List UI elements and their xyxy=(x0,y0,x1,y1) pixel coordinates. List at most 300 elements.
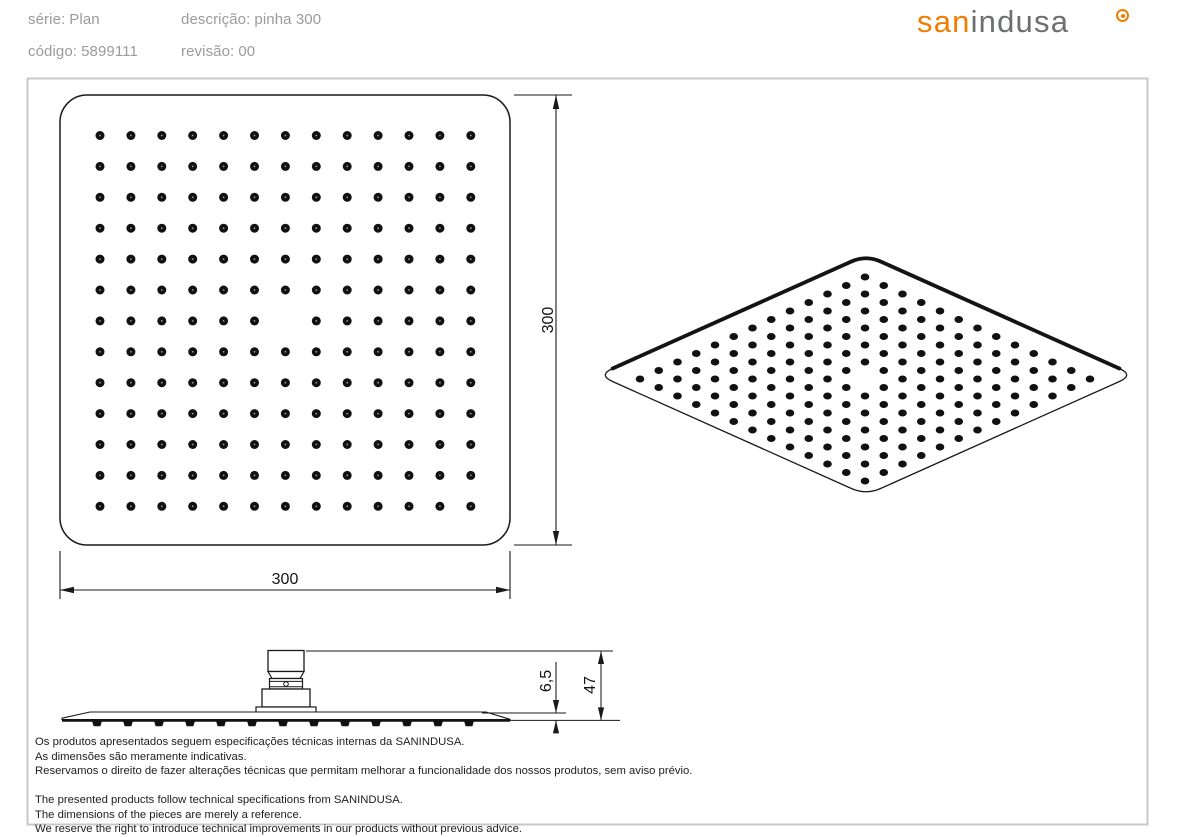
hole-pinhole xyxy=(315,505,317,507)
iso-hole-dot xyxy=(992,418,1001,425)
arrowhead-up-icon xyxy=(553,720,559,733)
note-line: The presented products follow technical specifications from SANINDUSA. xyxy=(35,794,403,806)
hole-pinhole xyxy=(470,444,472,446)
iso-hole-dot xyxy=(842,316,851,323)
stem-taper xyxy=(268,672,304,679)
hole-pinhole xyxy=(192,444,194,446)
hole-pinhole xyxy=(130,135,132,137)
hole-pinhole xyxy=(254,382,256,384)
nozzle xyxy=(433,721,443,726)
hole-pinhole xyxy=(285,444,287,446)
iso-hole-dot xyxy=(748,325,757,332)
hole-pinhole xyxy=(470,413,472,415)
hole-pinhole xyxy=(315,475,317,477)
collar-screw-icon xyxy=(284,682,289,687)
hole-pinhole xyxy=(99,289,101,291)
hole-pinhole xyxy=(223,475,225,477)
iso-hole-dot xyxy=(879,401,888,408)
iso-hole-dot xyxy=(898,291,907,298)
arrowhead-down-icon xyxy=(553,531,559,545)
hole-pinhole xyxy=(254,166,256,168)
logo-text-prefix: san xyxy=(917,4,971,39)
iso-hole-dot xyxy=(1011,393,1020,400)
hole-pinhole xyxy=(285,382,287,384)
stem-flange xyxy=(256,707,316,712)
hole-pinhole xyxy=(377,166,379,168)
iso-hole-dot xyxy=(748,427,757,434)
iso-hole-dot xyxy=(1011,410,1020,417)
iso-hole-dot xyxy=(879,384,888,391)
hole-pinhole xyxy=(130,258,132,260)
hole-pinhole xyxy=(223,227,225,229)
iso-hole-dot xyxy=(786,359,795,366)
hole-pinhole xyxy=(161,166,163,168)
hole-pinhole xyxy=(346,258,348,260)
iso-hole-dot xyxy=(786,325,795,332)
iso-hole-dot xyxy=(936,444,945,451)
iso-hole-dot xyxy=(861,325,870,332)
hole-pinhole xyxy=(470,475,472,477)
iso-hole-dot xyxy=(786,444,795,451)
iso-hole-dot xyxy=(954,435,963,442)
iso-hole-dot xyxy=(936,427,945,434)
nozzle xyxy=(278,721,288,726)
hole-pinhole xyxy=(408,289,410,291)
hole-pinhole xyxy=(377,475,379,477)
iso-hole-dot xyxy=(654,367,663,374)
hole-pinhole xyxy=(439,258,441,260)
hole-pinhole xyxy=(223,196,225,198)
hole-pinhole xyxy=(99,475,101,477)
iso-hole-dot xyxy=(711,342,720,349)
arrowhead-down-icon xyxy=(553,700,559,713)
iso-hole-dot xyxy=(692,384,701,391)
iso-hole-dot xyxy=(823,291,832,298)
hole-pinhole xyxy=(285,227,287,229)
hole-pinhole xyxy=(346,135,348,137)
arrowhead-right-icon xyxy=(496,587,510,593)
iso-hole-dot xyxy=(936,376,945,383)
iso-hole-dot xyxy=(842,282,851,289)
hole-pinhole xyxy=(223,382,225,384)
hole-pinhole xyxy=(439,227,441,229)
hole-pinhole xyxy=(408,320,410,322)
iso-hole-dot xyxy=(692,367,701,374)
nozzle xyxy=(340,721,350,726)
iso-hole-dot xyxy=(842,418,851,425)
arrowhead-up-icon xyxy=(553,95,559,109)
hole-pinhole xyxy=(223,135,225,137)
hole-pinhole xyxy=(346,320,348,322)
hole-pinhole xyxy=(346,166,348,168)
iso-hole-dot xyxy=(842,452,851,459)
iso-hole-dot xyxy=(917,367,926,374)
iso-hole-dot xyxy=(861,410,870,417)
side-view xyxy=(62,651,510,727)
hole-pinhole xyxy=(315,413,317,415)
hole-pinhole xyxy=(315,227,317,229)
hole-pinhole xyxy=(99,413,101,415)
nozzle xyxy=(92,721,102,726)
iso-hole-dot xyxy=(804,452,813,459)
iso-hole-dot xyxy=(786,393,795,400)
hole-pinhole xyxy=(346,351,348,353)
hole-pinhole xyxy=(223,351,225,353)
hole-pinhole xyxy=(470,289,472,291)
iso-hole-dot xyxy=(823,325,832,332)
hole-pinhole xyxy=(346,475,348,477)
hole-pinhole xyxy=(192,475,194,477)
nozzle xyxy=(371,721,381,726)
iso-hole-dot xyxy=(1029,367,1038,374)
hole-pinhole xyxy=(285,413,287,415)
hole-pinhole xyxy=(285,135,287,137)
iso-hole-dot xyxy=(823,444,832,451)
iso-hole-dot xyxy=(654,384,663,391)
hole-pinhole xyxy=(346,505,348,507)
hole-pinhole xyxy=(377,258,379,260)
iso-hole-dot xyxy=(917,418,926,425)
hole-pinhole xyxy=(223,320,225,322)
iso-hole-dot xyxy=(804,435,813,442)
hole-pinhole xyxy=(254,413,256,415)
iso-hole-dot xyxy=(936,325,945,332)
hole-pinhole xyxy=(346,289,348,291)
hole-pinhole xyxy=(254,505,256,507)
hole-pinhole xyxy=(315,166,317,168)
iso-hole-dot xyxy=(842,384,851,391)
iso-hole-dot xyxy=(823,342,832,349)
nozzle xyxy=(464,721,474,726)
hole-pinhole xyxy=(223,444,225,446)
note-line: We reserve the right to introduce technical improvements in our products without previous advice. xyxy=(35,823,523,836)
iso-hole-dot xyxy=(1029,401,1038,408)
hole-pinhole xyxy=(254,227,256,229)
hole-pinhole xyxy=(439,135,441,137)
stem-base xyxy=(262,689,310,707)
hole-pinhole xyxy=(285,351,287,353)
hole-pinhole xyxy=(161,320,163,322)
hole-pinhole xyxy=(161,444,163,446)
iso-hole-dot xyxy=(767,435,776,442)
iso-hole-dot xyxy=(1029,384,1038,391)
hole-pinhole xyxy=(161,351,163,353)
iso-hole-dot xyxy=(861,393,870,400)
hole-pinhole xyxy=(254,135,256,137)
iso-hole-dot xyxy=(804,316,813,323)
hole-pinhole xyxy=(315,382,317,384)
hole-pinhole xyxy=(377,413,379,415)
arrowhead-left-icon xyxy=(60,587,74,593)
hole-pinhole xyxy=(99,351,101,353)
revisao-value: 00 xyxy=(238,43,256,60)
hole-pinhole xyxy=(408,444,410,446)
front-height-dimension xyxy=(514,95,572,545)
iso-hole-dot xyxy=(861,342,870,349)
height-dimension xyxy=(306,651,613,720)
serie-value: Plan xyxy=(69,11,100,28)
iso-hole-dot xyxy=(786,376,795,383)
hole-pinhole xyxy=(223,166,225,168)
hole-pinhole xyxy=(315,135,317,137)
nozzle xyxy=(247,721,257,726)
iso-hole-dot xyxy=(973,342,982,349)
hole-pinhole xyxy=(130,505,132,507)
iso-hole-dot xyxy=(823,376,832,383)
note-line: Reservamos o direito de fazer alterações técnicas que permitam melhorar a funcionalidade dos nossos produtos, sem aviso prévio. xyxy=(35,765,693,778)
iso-hole-dot xyxy=(898,325,907,332)
iso-hole-dot xyxy=(954,384,963,391)
hole-pinhole xyxy=(99,382,101,384)
iso-hole-dot xyxy=(711,359,720,366)
iso-hole-dot xyxy=(1086,376,1095,383)
iso-hole-dot xyxy=(879,333,888,340)
hole-pinhole xyxy=(130,289,132,291)
hole-pinhole xyxy=(192,289,194,291)
hole-pinhole xyxy=(439,166,441,168)
iso-hole-dot xyxy=(842,350,851,357)
nozzle xyxy=(216,721,226,726)
iso-hole-dot xyxy=(767,401,776,408)
hole-pinhole xyxy=(99,258,101,260)
iso-hole-dot xyxy=(954,333,963,340)
iso-hole-dot xyxy=(786,410,795,417)
isometric-view xyxy=(605,258,1126,492)
iso-hole-dot xyxy=(992,350,1001,357)
iso-hole-dot xyxy=(936,342,945,349)
hole-pinhole xyxy=(223,413,225,415)
iso-hole-dot xyxy=(954,350,963,357)
iso-hole-dot xyxy=(804,367,813,374)
iso-hole-dot xyxy=(823,427,832,434)
hole-pinhole xyxy=(254,258,256,260)
iso-hole-dot xyxy=(861,461,870,468)
hole-pinhole xyxy=(161,196,163,198)
iso-hole-dot xyxy=(879,282,888,289)
notes-english xyxy=(35,793,522,837)
iso-hole-dot xyxy=(879,367,888,374)
iso-hole-dot xyxy=(973,393,982,400)
iso-hole-dot xyxy=(786,342,795,349)
hole-pinhole xyxy=(470,320,472,322)
hole-pinhole xyxy=(254,320,256,322)
hole-pinhole xyxy=(408,382,410,384)
iso-hole-dot xyxy=(1067,384,1076,391)
hole-pinhole xyxy=(346,227,348,229)
hole-pinhole xyxy=(192,505,194,507)
iso-hole-dot xyxy=(1048,359,1057,366)
hole-pinhole xyxy=(408,351,410,353)
hole-pinhole xyxy=(377,289,379,291)
hole-pinhole xyxy=(192,196,194,198)
hole-pinhole xyxy=(99,444,101,446)
iso-hole-dot xyxy=(673,376,682,383)
iso-hole-dot xyxy=(729,418,738,425)
arrowhead-down-icon xyxy=(598,707,604,720)
hole-pinhole xyxy=(470,258,472,260)
iso-hole-dot xyxy=(804,333,813,340)
iso-hole-dot xyxy=(898,342,907,349)
iso-hole-dot xyxy=(729,384,738,391)
iso-hole-dot xyxy=(842,435,851,442)
hole-pinhole xyxy=(408,135,410,137)
iso-hole-dot xyxy=(992,367,1001,374)
iso-hole-dot xyxy=(823,461,832,468)
hole-pinhole xyxy=(439,475,441,477)
iso-hole-dot xyxy=(823,308,832,315)
nozzle xyxy=(402,721,412,726)
iso-hole-dot xyxy=(917,299,926,306)
hole-pinhole xyxy=(130,320,132,322)
hole-pinhole xyxy=(99,135,101,137)
hole-pinhole xyxy=(161,475,163,477)
iso-hole-dot xyxy=(1048,376,1057,383)
hole-pinhole xyxy=(99,320,101,322)
iso-hole-dot xyxy=(936,308,945,315)
iso-hole-dot xyxy=(767,367,776,374)
hole-pinhole xyxy=(470,351,472,353)
note-line: The dimensions of the pieces are merely a reference. xyxy=(35,808,302,821)
hole-pinhole xyxy=(346,196,348,198)
hole-pinhole xyxy=(470,505,472,507)
hole-pinhole xyxy=(161,135,163,137)
hole-pinhole xyxy=(254,351,256,353)
iso-hole-dot xyxy=(748,393,757,400)
iso-hole-dot xyxy=(1011,359,1020,366)
iso-hole-dot xyxy=(898,461,907,468)
hole-pinhole xyxy=(223,505,225,507)
hole-pinhole xyxy=(408,196,410,198)
iso-hole-dot xyxy=(692,350,701,357)
hole-pinhole xyxy=(439,289,441,291)
hole-pinhole xyxy=(192,135,194,137)
iso-hole-dot xyxy=(936,393,945,400)
side-plate xyxy=(62,712,510,720)
hole-pinhole xyxy=(130,196,132,198)
iso-hole-dot xyxy=(861,444,870,451)
hole-pinhole xyxy=(315,320,317,322)
notes-portuguese xyxy=(35,735,692,779)
iso-hole-dot xyxy=(898,410,907,417)
hole-pinhole xyxy=(192,351,194,353)
iso-hole-dot xyxy=(729,401,738,408)
hole-pinhole xyxy=(315,289,317,291)
iso-hole-dot xyxy=(748,410,757,417)
iso-hole-dot xyxy=(842,401,851,408)
iso-hole-dot xyxy=(992,384,1001,391)
iso-hole-dot xyxy=(767,418,776,425)
hole-pinhole xyxy=(439,196,441,198)
iso-hole-dot xyxy=(1067,367,1076,374)
iso-hole-dot xyxy=(823,410,832,417)
iso-hole-dot xyxy=(898,308,907,315)
iso-hole-dot xyxy=(954,418,963,425)
hole-pinhole xyxy=(408,258,410,260)
hole-pinhole xyxy=(99,505,101,507)
hole-pinhole xyxy=(192,382,194,384)
hole-pinhole xyxy=(254,475,256,477)
iso-hole-dot xyxy=(729,333,738,340)
front-view xyxy=(60,95,510,545)
iso-hole-dot xyxy=(973,410,982,417)
iso-hole-dot xyxy=(823,359,832,366)
hole-pinhole xyxy=(192,227,194,229)
hole-pinhole xyxy=(315,444,317,446)
hole-pinhole xyxy=(377,135,379,137)
hole-pinhole xyxy=(285,505,287,507)
hole-pinhole xyxy=(377,227,379,229)
iso-hole-dot xyxy=(636,376,645,383)
hole-pinhole xyxy=(315,351,317,353)
iso-hole-dot xyxy=(898,444,907,451)
iso-hole-dot xyxy=(917,401,926,408)
nozzle xyxy=(123,721,133,726)
iso-hole-dot xyxy=(936,410,945,417)
height-value: 47 xyxy=(582,676,599,694)
hole-pinhole xyxy=(439,351,441,353)
nozzle xyxy=(309,721,319,726)
revisao-label: revisão: xyxy=(181,43,235,60)
iso-hole-dot xyxy=(879,299,888,306)
hole-pinhole xyxy=(377,351,379,353)
iso-hole-dot xyxy=(861,359,870,366)
stem-pipe xyxy=(268,651,304,672)
hole-pinhole xyxy=(161,258,163,260)
codigo-label: código: xyxy=(28,43,78,60)
iso-hole-dot xyxy=(879,316,888,323)
hole-pinhole xyxy=(439,505,441,507)
hole-pinhole xyxy=(377,196,379,198)
hole-pinhole xyxy=(408,166,410,168)
iso-hole-dot xyxy=(992,333,1001,340)
iso-hole-dot xyxy=(804,418,813,425)
iso-hole-dot xyxy=(729,367,738,374)
iso-hole-dot xyxy=(879,469,888,476)
hole-pinhole xyxy=(408,227,410,229)
nozzle xyxy=(185,721,195,726)
iso-hole-dot xyxy=(879,418,888,425)
hole-pinhole xyxy=(130,227,132,229)
hole-pinhole xyxy=(161,505,163,507)
iso-hole-dot xyxy=(917,316,926,323)
hole-pinhole xyxy=(285,166,287,168)
hole-pinhole xyxy=(439,320,441,322)
hole-pinhole xyxy=(408,475,410,477)
iso-hole-dot xyxy=(729,350,738,357)
hole-pinhole xyxy=(161,289,163,291)
note-line: Os produtos apresentados seguem especificações técnicas internas da SANINDUSA. xyxy=(35,736,465,748)
thickness-dimension xyxy=(482,662,620,733)
hole-pinhole xyxy=(377,505,379,507)
hole-pinhole xyxy=(439,444,441,446)
iso-hole-dot xyxy=(804,350,813,357)
hole-pinhole xyxy=(192,258,194,260)
hole-pinhole xyxy=(377,444,379,446)
iso-hole-dot xyxy=(917,350,926,357)
serie-label: série: xyxy=(28,11,66,28)
front-width-value: 300 xyxy=(271,571,299,588)
hole-pinhole xyxy=(223,289,225,291)
iso-hole-dot xyxy=(917,452,926,459)
hole-pinhole xyxy=(439,413,441,415)
hole-pinhole xyxy=(99,196,101,198)
iso-hole-dot xyxy=(954,401,963,408)
iso-hole-dot xyxy=(748,359,757,366)
hole-pinhole xyxy=(470,227,472,229)
hole-pinhole xyxy=(161,413,163,415)
iso-hole-dot xyxy=(692,401,701,408)
iso-hole-dot xyxy=(1048,393,1057,400)
